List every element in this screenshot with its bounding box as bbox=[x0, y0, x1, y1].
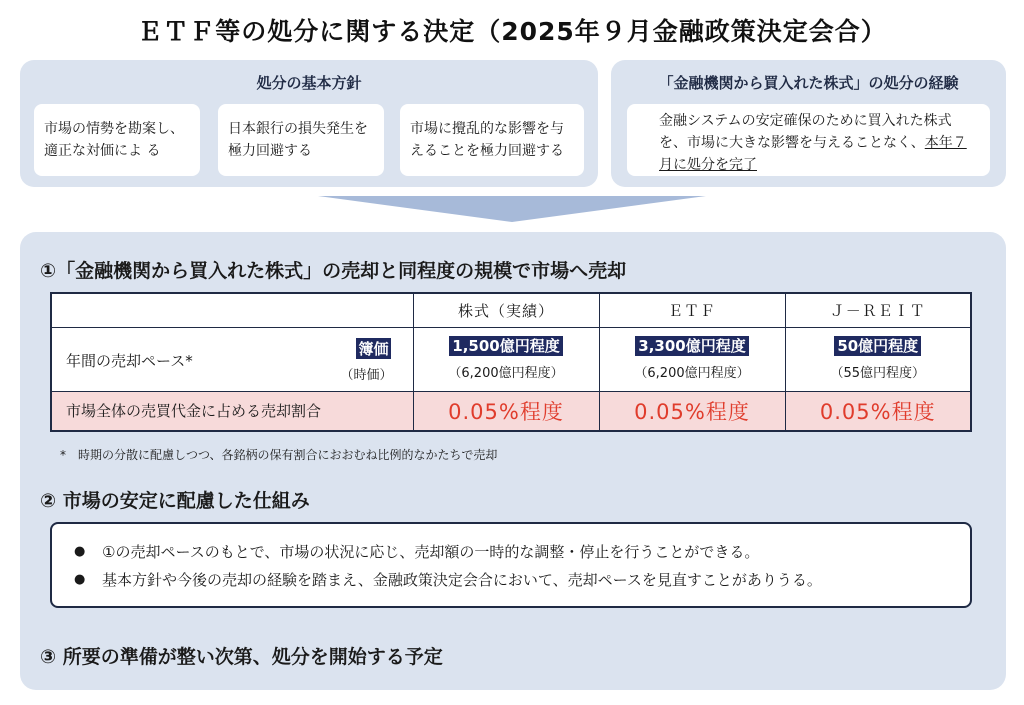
pace-label-cell bbox=[51, 327, 413, 391]
table-row bbox=[51, 327, 971, 391]
share-stocks: 0.05%程度 bbox=[413, 391, 599, 431]
col-header-jreit: Ｊ－ＲＥＩＴ bbox=[785, 293, 971, 327]
pace-etf: 3,300億円程度 （6,200億円程度） bbox=[599, 327, 785, 391]
share-etf: 0.05%程度 bbox=[599, 391, 785, 431]
pace-stocks: 1,500億円程度 （6,200億円程度） bbox=[413, 327, 599, 391]
section2-heading: ② 市場の安定に配慮した仕組み bbox=[40, 490, 310, 512]
table-header-row bbox=[51, 293, 971, 327]
share-jreit: 0.05%程度 bbox=[785, 391, 971, 431]
section3-heading: ③ 所要の準備が整い次第、処分を開始する予定 bbox=[40, 646, 443, 668]
policy-item-avoid-disruption: 市場に攪乱的な影響を与えることを極力回避する bbox=[400, 104, 584, 176]
down-arrow-icon bbox=[318, 196, 706, 222]
table-row bbox=[51, 391, 971, 431]
experience-underlined: 本年７月に処分を完了 bbox=[659, 135, 967, 173]
section1-heading: ①「金融機関から買入れた株式」の売却と同程度の規模で市場へ売却 bbox=[40, 260, 627, 282]
sale-pace-table bbox=[50, 292, 972, 432]
experience-text: 金融システムの安定確保のために買入れた株式を、市場に大きな影響を与えることなく、本年７月に処分を完了 bbox=[627, 104, 990, 176]
table-corner bbox=[51, 293, 413, 327]
footnote: * 時期の分散に配慮しつつ、各銘柄の保有割合におおむね比例的なかたちで売却 bbox=[60, 448, 498, 462]
basic-policy-heading: 処分の基本方針 bbox=[256, 74, 362, 92]
market-value-label: （時価） bbox=[340, 367, 393, 383]
experience-panel bbox=[611, 60, 1006, 187]
pace-jreit: 50億円程度 （55億円程度） bbox=[785, 327, 971, 391]
col-header-etf: ＥＴＦ bbox=[599, 293, 785, 327]
book-value-label: 簿価 bbox=[358, 339, 389, 358]
policy-item-avoid-loss: 日本銀行の損失発生を極力回避する bbox=[218, 104, 384, 176]
page-title: ＥＴＦ等の処分に関する決定（2025年９月金融政策決定会合） bbox=[137, 17, 887, 46]
basic-policy-panel bbox=[20, 60, 598, 187]
col-header-stocks: 株式（実績） bbox=[413, 293, 599, 327]
decision-panel bbox=[20, 232, 1006, 690]
list-item: ● 基本方針や今後の売却の経験を踏まえ、金融政策決定会合において、売却ペースを見直すことがありうる。 bbox=[72, 566, 950, 594]
policy-item-fair-price: 市場の情勢を勘案し、適正な対価によ る bbox=[34, 104, 200, 176]
pace-label: 年間の売却ペース* bbox=[66, 351, 193, 370]
share-label: 市場全体の売買代金に占める売却割合 bbox=[51, 391, 413, 431]
experience-heading: 「金融機関から買入れた株式」の処分の経験 bbox=[658, 74, 959, 92]
list-item: ● ①の売却ペースのもとで、市場の状況に応じ、売却額の一時的な調整・停止を行うことができる。 bbox=[72, 538, 950, 566]
mechanism-box bbox=[50, 522, 972, 608]
